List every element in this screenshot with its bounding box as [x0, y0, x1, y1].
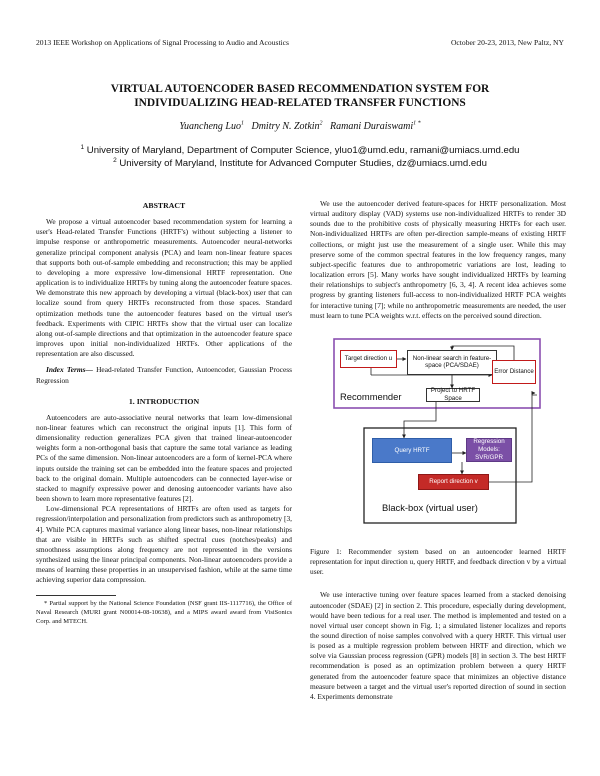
- index-terms: [36, 365, 292, 385]
- report-direction-box: [418, 474, 489, 490]
- affiliation-2-mark: 2: [113, 156, 117, 164]
- nonlinear-search-box: [407, 350, 497, 375]
- author-2-affil: 2: [319, 120, 323, 127]
- introduction-heading: 1. INTRODUCTION: [128, 396, 200, 406]
- title-line-2: INDIVIDUALIZING HEAD-RELATED TRANSFER FUNCTIONS: [134, 97, 466, 109]
- report-direction-label: Report direction v: [429, 478, 478, 486]
- affiliation-1-text: University of Maryland, Department of Computer Science, yluo1@umd.edu, ramani@umiacs.umd.edu: [86, 145, 520, 156]
- target-direction-label: Target direction u: [344, 355, 393, 363]
- index-terms-label: Index Terms—: [46, 365, 93, 375]
- target-direction-box: [340, 350, 397, 368]
- affiliation-1-mark: 1: [80, 143, 85, 151]
- author-1-affil: 1: [240, 120, 244, 127]
- query-hrtf-label: Query HRTF: [394, 446, 430, 454]
- figure-1: [328, 337, 544, 527]
- affiliation-2-text: University of Maryland, Institute for Advanced Computer Studies, dz@umiacs.umd.edu: [119, 157, 487, 169]
- index-terms-text: Head-related Transfer Function, Autoencoder, Gaussian Process Regression: [36, 365, 292, 385]
- affiliations: [36, 145, 564, 170]
- query-hrtf-box: [372, 438, 452, 463]
- project-hrtf-box: [426, 388, 480, 402]
- author-1: Yuancheng Luo: [179, 121, 241, 132]
- right-column: [310, 199, 566, 702]
- author-3-affil: 1 *: [413, 120, 421, 127]
- author-3: Ramani Duraiswami: [330, 121, 414, 132]
- title-line-1: VIRTUAL AUTOENCODER BASED RECOMMENDATION SYSTEM FOR: [110, 83, 490, 95]
- project-hrtf-label: Project to HRTF Space: [430, 387, 476, 402]
- footnote-divider: [36, 595, 116, 596]
- header-right: October 20-23, 2013, New Paltz, NY: [450, 38, 564, 47]
- running-header: [36, 38, 564, 50]
- figure-caption: Figure 1: Recommender system based on an autoencoder learned HRTF representation for input direction u, query HRTF, and feedback direction v by a virtual user.: [310, 546, 566, 577]
- right-paragraph-2: We use interactive tuning over feature spaces learned from a stacked denoising autoencoder (SDAE) [2] in section 2. This procedure, especially during development, would have been tedious for a real user. The method is implemented and tested on a novel virtual user concept shown in Fig. 1; a simulated listener localizes and reports the sound direction of noise samples convolved with a query HRTF. This virtual user is posed as a multiple regression problem between HRTF and direction, which we solve via Gaussian process regression (GPR) models [8] in section 3. The best HRTF recommendation is posed as an optimization problem between a query HRTF generated from the autoencoder feature space that minimizes an objective distance measure between a target and the virtual user's reported direction of sound in section 4. Experiments demonstrate: [310, 590, 566, 701]
- intro-paragraph-1: Autoencoders are auto-associative neural networks that learn low-dimensional non-linear features which can reconstruct the original inputs [1]. This form of dimensionality reduction generalizes PCA given that trained linear-autoencoder weights form a non-orthogonal basis that capture the same total variance as leading PCs of the same dimension. Non-linear autoencoders are a form of kernel-PCA where inputs outside the training set can be embedded into the feature spaces and projected back to the original domain. Multiple autoencoders can be connected layer-wise or stacked to magnify expressive power and denosing autoencoder variants have also been shown to learn more representative features [2].: [36, 412, 292, 504]
- error-distance-label: Error Distance: [494, 368, 534, 376]
- author-list: [36, 121, 564, 132]
- footnote: * Partial support by the National Science Foundation (NSF grant IIS-1117716), the Office of Naval Research (MURI grant N00014-08-10638), and a MIPS award award from VisiSonics Corp. and MTECH.: [36, 600, 292, 625]
- paper-title: [36, 82, 564, 110]
- abstract-heading: ABSTRACT: [142, 201, 186, 210]
- regression-models-box: [466, 438, 512, 462]
- intro-paragraph-2: Low-dimensional PCA representations of HRTFs are often used as targets for regression/interpolation and personalization from predictors such as anthropometry [3, 4]. While PCA captures maximal variance along linear bases, non-linear relationships that are visible in HRTFs such as shifted spectral cues (notches/peaks) and smoothness assumptions along frequency are not represented in the versions synthesized using the linear principal components. Non-linear autoencoders provide a means of learning these properties in an unsupervised fashion, while at the same time achieving superior data compression.: [36, 504, 292, 585]
- error-distance-box: [492, 360, 536, 384]
- affiliation-2: [36, 158, 564, 171]
- right-paragraph-1: We use the autoencoder derived feature-spaces for HRTF personalization. Most virtual auditory display (VAD) systems use non-individualized HRTFs to render 3D sounds due to the prohibitive costs of physically measuring HRTFs for each user. Non-individualized HRTFs are often per-direction sample-means of existing HRTF collections, or might just use the measurement of a single user. While this may preserve some of the common spectral features in the low frequency ranges, many subject-specific features due to anthropometric variations are lost, leading to localization errors [5]. Many works have sought individualized HRTFs by learning their relationships to subject's anthropometry [6, 3, 4]. A recent idea achieves some progress by granting listeners full-access to non-individualized HRTF PCA weights for interactive tuning [7]; while no anthropometric measurements are needed, the user must learn to tune PCA weights w.r.t. effects on the perceived sound direction.: [310, 199, 566, 320]
- regression-models-label: Regression Models: SVR/GPR: [473, 438, 505, 461]
- left-column: [36, 199, 292, 626]
- header-left: 2013 IEEE Workshop on Applications of Signal Processing to Audio and Acoustics: [36, 38, 289, 47]
- abstract-text: We propose a virtual autoencoder based recommendation system for learning a user's Head-related Transfer Functions (HRTF's) without subjecting a listener to impulse response or anthropometric measurements. Autoencoder neural-networks generalize principal component analysis (PCA) and learn non-linear feature spaces that supports both out-of-sample embedding and reconstruction; this may be applied to developing a more expressive low-dimensional HRTF representation. One application is to individualize HRTFs by tuning along the autoencoder feature spaces. We demonstrate this new approach by developing a virtual (black-box) user that can localize sound from query HRTFs reconstructed from those spaces. Standard optimization methods tune the autoencoder features based on the virtual user's feedback. Experiments with CIPIC HRTFs show that the virtual user can localize along out-of-sample directions and that optimization in the autoencoder feature space improves upon initial non-individualized HRTFs. Other applications of the representation are also discussed.: [36, 217, 292, 359]
- author-2: Dmitry N. Zotkin: [251, 121, 320, 132]
- blackbox-label: Black-box (virtual user): [382, 501, 478, 513]
- nonlinear-search-label: Non-linear search in feature-space (PCA/SDAE): [412, 354, 492, 370]
- recommender-label: Recommender: [340, 390, 402, 402]
